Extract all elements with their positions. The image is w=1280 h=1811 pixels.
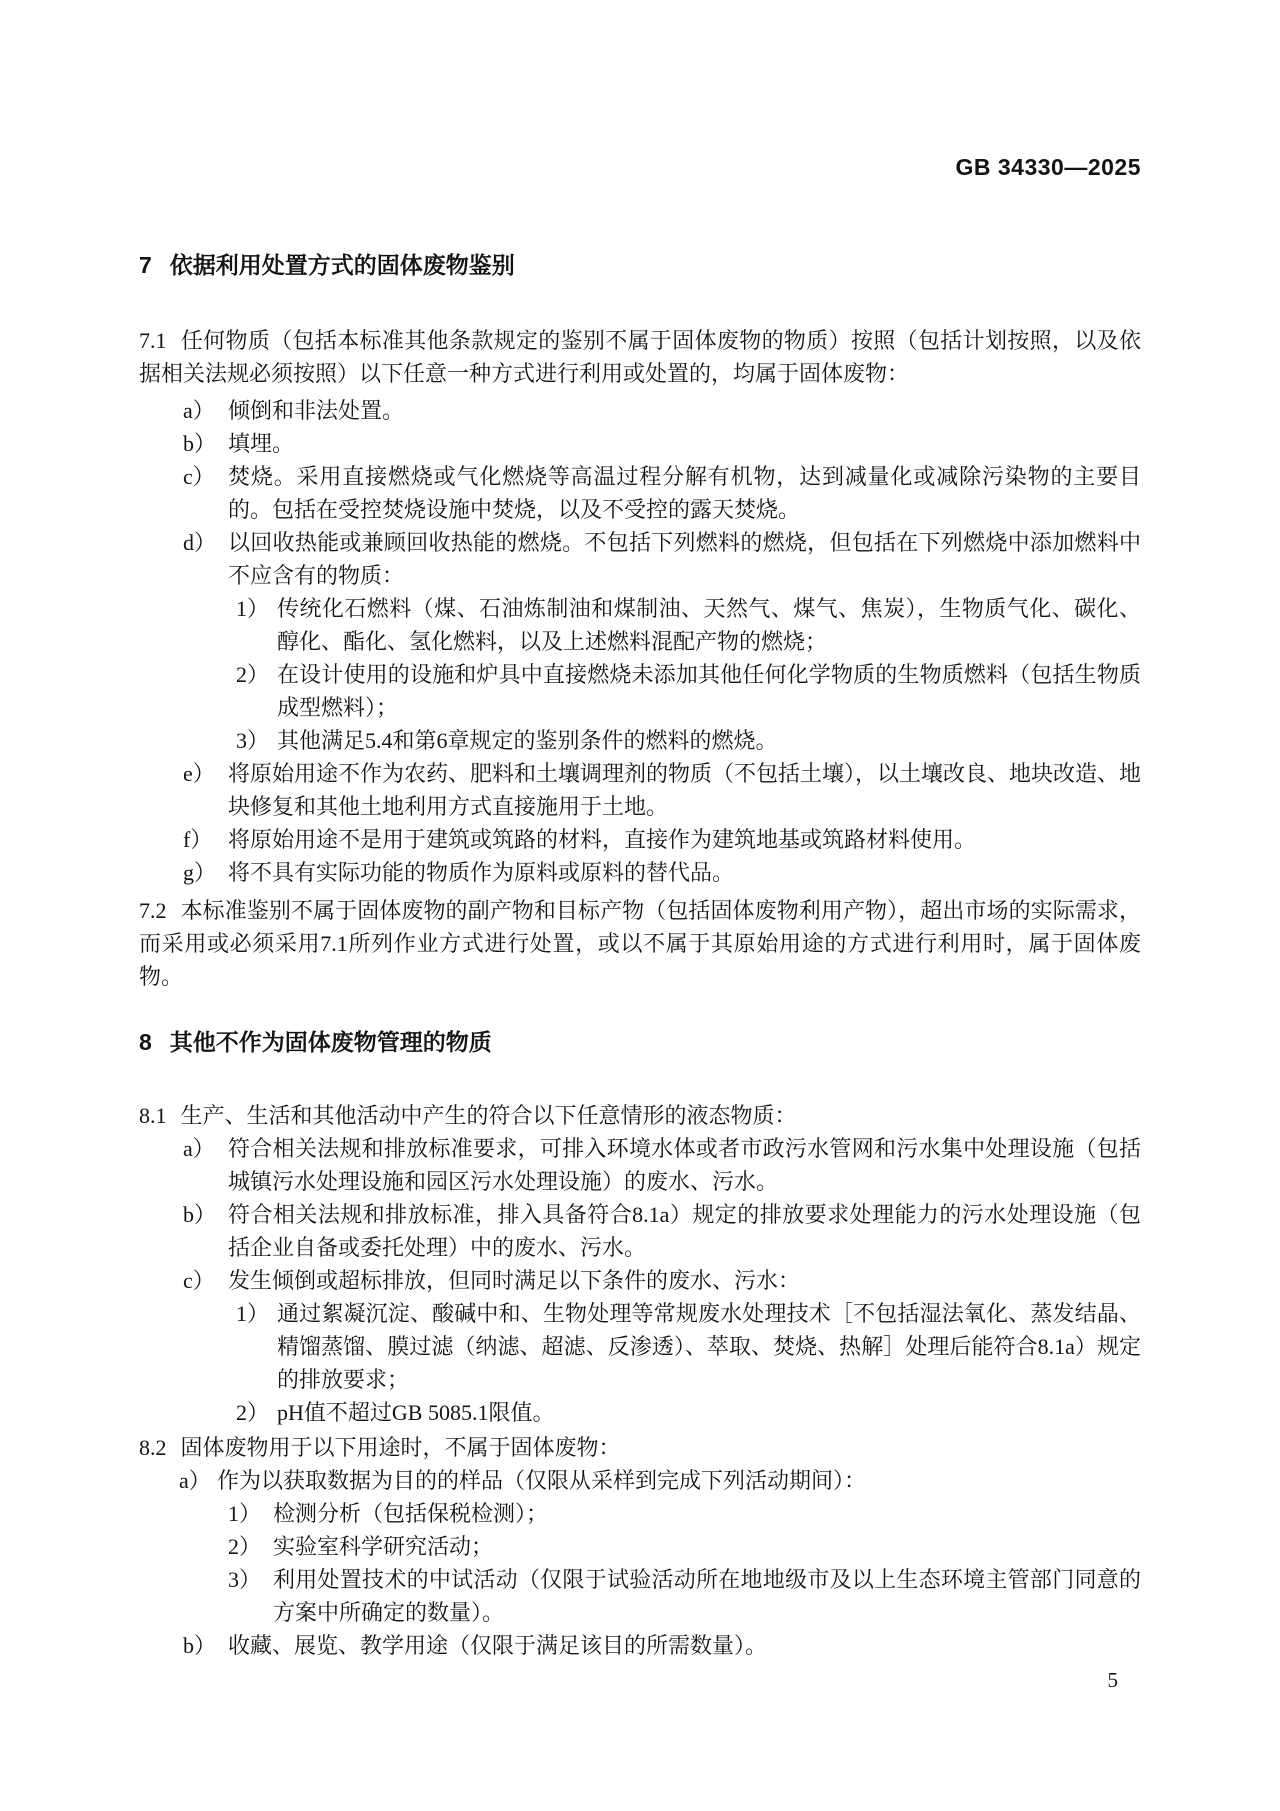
item-label: a） — [179, 1468, 211, 1493]
item-label: a） — [183, 398, 215, 423]
item-label: 3） — [236, 728, 270, 753]
section-8-title — [139, 1029, 1141, 1055]
item-label: b） — [183, 431, 217, 456]
clause-7-2-text: 本标准鉴别不属于固体废物的副产物和目标产物（包括固体废物利用产物），超出市场的实际需求，而采用或必须采用7.1所列作业方式进行处置，或以不属于其原始用途的方式进行利用时，属于固体废物。 — [139, 898, 1141, 989]
item-text: 通过絮凝沉淀、酸碱中和、生物处理等常规废水处理技术［不包括湿法氧化、蒸发结晶、精馏蒸馏、膜过滤（纳滤、超滤、反渗透）、萃取、焚烧、热解］处理后能符合8.1a）规定的排放要求； — [277, 1301, 1141, 1392]
clause-8-1-number: 8.1 — [139, 1103, 167, 1128]
item-8-2-a-3 — [139, 1563, 1141, 1629]
item-label: 1） — [228, 1501, 262, 1526]
item-8-1-c — [139, 1264, 1141, 1297]
section-8-number: 8 — [139, 1029, 152, 1055]
item-text: 以回收热能或兼顾回收热能的燃烧。不包括下列燃料的燃烧，但包括在下列燃烧中添加燃料中不应含有的物质： — [228, 530, 1141, 588]
item-text: 将原始用途不作为农药、肥料和土壤调理剂的物质（不包括土壤），以土壤改良、地块改造、地块修复和其他土地利用方式直接施用于土地。 — [228, 761, 1142, 819]
item-label: g） — [183, 860, 217, 885]
item-text: 利用处置技术的中试活动（仅限于试验活动所在地地级市及以上生态环境主管部门同意的方案中所确定的数量）。 — [273, 1567, 1141, 1625]
item-label: 1） — [236, 596, 270, 621]
item-8-2-b — [139, 1629, 1141, 1662]
item-8-2-a — [139, 1464, 1141, 1497]
page-number: 5 — [1107, 1668, 1118, 1692]
item-text: 将原始用途不是用于建筑或筑路的材料，直接作为建筑地基或筑路材料使用。 — [228, 827, 977, 852]
item-label: e） — [183, 761, 215, 786]
item-label: 1） — [236, 1301, 270, 1326]
section-7-title-text: 依据利用处置方式的固体废物鉴别 — [169, 252, 515, 278]
item-label: d） — [183, 530, 217, 555]
item-label: 2） — [228, 1534, 262, 1559]
item-text: 检测分析（包括保税检测）； — [273, 1501, 549, 1526]
section-7-number: 7 — [139, 252, 152, 278]
item-7-1-d-2 — [139, 658, 1141, 724]
item-8-1-c-1 — [139, 1297, 1141, 1396]
item-label: 2） — [236, 662, 270, 687]
item-7-1-e — [139, 757, 1141, 823]
item-text: 符合相关法规和排放标准，排入具备符合8.1a）规定的排放要求处理能力的污水处理设施（包括企业自备或委托处理）中的废水、污水。 — [228, 1202, 1141, 1260]
item-text: 焚烧。采用直接燃烧或气化燃烧等高温过程分解有机物，达到减量化或减除污染物的主要目的。包括在受控焚烧设施中焚烧，以及不受控的露天焚烧。 — [228, 464, 1141, 522]
item-text: 倾倒和非法处置。 — [228, 398, 405, 423]
item-label: c） — [183, 464, 215, 489]
item-label: c） — [183, 1268, 215, 1293]
item-label: a） — [183, 1136, 215, 1161]
item-7-1-a — [139, 394, 1141, 427]
item-7-1-d-3 — [139, 724, 1141, 757]
clause-8-1 — [139, 1099, 1141, 1132]
item-text: 实验室科学研究活动； — [273, 1534, 494, 1559]
item-8-1-b — [139, 1198, 1141, 1264]
item-label: b） — [183, 1633, 217, 1658]
clause-7-1-text: 任何物质（包括本标准其他条款规定的鉴别不属于固体废物的物质）按照（包括计划按照，以及依据相关法规必须按照）以下任意一种方式进行利用或处置的，均属于固体废物： — [139, 328, 1141, 386]
item-7-1-f — [139, 823, 1141, 856]
item-label: b） — [183, 1202, 217, 1227]
doc-number-header: GB 34330—2025 — [955, 154, 1141, 180]
clause-7-2-number: 7.2 — [139, 898, 167, 923]
item-7-1-g — [139, 856, 1141, 889]
item-7-1-c — [139, 460, 1141, 526]
item-text: 符合相关法规和排放标准要求，可排入环境水体或者市政污水管网和污水集中处理设施（包括城镇污水处理设施和园区污水处理设施）的废水、污水。 — [228, 1136, 1141, 1194]
item-text: 收藏、展览、教学用途（仅限于满足该目的所需数量）。 — [228, 1633, 768, 1658]
item-8-1-a — [139, 1132, 1141, 1198]
clause-8-2 — [139, 1431, 1141, 1464]
item-text: 填埋。 — [228, 431, 295, 456]
item-7-1-b — [139, 427, 1141, 460]
clause-7-1 — [139, 324, 1141, 390]
clause-8-2-text: 固体废物用于以下用途时，不属于固体废物： — [180, 1435, 621, 1460]
item-text: 发生倾倒或超标排放，但同时满足以下条件的废水、污水： — [228, 1268, 801, 1293]
item-text: 传统化石燃料（煤、石油炼制油和煤制油、天然气、煤气、焦炭），生物质气化、碳化、醇化、酯化、氢化燃料，以及上述燃料混配产物的燃烧； — [277, 596, 1141, 654]
item-7-1-d — [139, 526, 1141, 592]
item-text: 在设计使用的设施和炉具中直接燃烧未添加其他任何化学物质的生物质燃料（包括生物质成型燃料）； — [277, 662, 1141, 720]
item-8-2-a-1 — [139, 1497, 1141, 1530]
item-text: 将不具有实际功能的物质作为原料或原料的替代品。 — [228, 860, 735, 885]
item-8-1-c-2 — [139, 1396, 1141, 1429]
item-7-1-d-1 — [139, 592, 1141, 658]
section-7-title — [139, 252, 1141, 278]
clause-8-2-number: 8.2 — [139, 1435, 167, 1460]
item-label: 2） — [236, 1400, 270, 1425]
item-text: pH值不超过GB 5085.1限值。 — [277, 1400, 555, 1425]
item-label: 3） — [228, 1567, 262, 1592]
clause-7-2 — [139, 894, 1141, 993]
item-text: 其他满足5.4和第6章规定的鉴别条件的燃料的燃烧。 — [277, 728, 778, 753]
item-label: f） — [183, 827, 213, 852]
section-8-title-text: 其他不作为固体废物管理的物质 — [169, 1029, 492, 1055]
clause-8-1-text: 生产、生活和其他活动中产生的符合以下任意情形的液态物质： — [180, 1103, 797, 1128]
clause-7-1-number: 7.1 — [139, 328, 167, 353]
item-8-2-a-2 — [139, 1530, 1141, 1563]
item-text: 作为以获取数据为目的的样品（仅限从采样到完成下列活动期间）： — [217, 1468, 867, 1493]
